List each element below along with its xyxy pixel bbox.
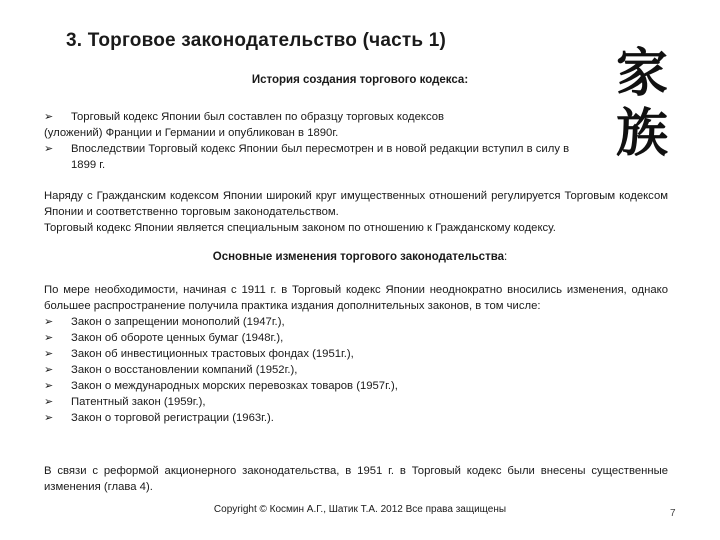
arrowhead-bullet-icon: ➢: [44, 110, 54, 123]
arrowhead-bullet-icon: ➢: [44, 347, 54, 360]
paragraph-reform: [44, 463, 668, 495]
list-item: [44, 346, 668, 362]
bullet-text: Впоследствии Торговый кодекс Японии был пересмотрен и в новой редакции вступил в силу в: [71, 143, 570, 155]
section-heading-changes: [0, 251, 720, 263]
list-item-continuation: [44, 157, 604, 173]
paragraph-text: Наряду с Гражданским кодексом Японии широкий круг имущественных отношений регулируется Торговым кодексом Японии и соответственно торговым законодательством.: [44, 190, 668, 218]
law-item: Закон об обороте ценных бумаг (1948г.),: [71, 332, 284, 344]
arrowhead-bullet-icon: ➢: [44, 315, 54, 328]
paragraph-civil-code: [44, 188, 668, 236]
list-item: [44, 141, 604, 157]
section-heading-history: История создания торгового кодекса:: [251, 74, 469, 86]
list-item: [44, 378, 668, 394]
kanji-char-2: 族: [615, 103, 668, 164]
slide-title: 3. Торговое законодательство (часть 1): [66, 30, 447, 51]
arrowhead-bullet-icon: ➢: [44, 331, 54, 344]
paragraph-text: Торговый кодекс Японии является специальным законом по отношению к Гражданскому кодексу.: [44, 222, 556, 234]
list-item-continuation: [44, 125, 604, 141]
list-item: [44, 330, 668, 346]
law-item: Закон о восстановлении компаний (1952г.),: [71, 364, 298, 376]
arrowhead-bullet-icon: ➢: [44, 363, 54, 376]
kanji-decoration: [600, 44, 684, 164]
kanji-char-1: 家: [615, 43, 668, 104]
law-item: Закон об инвестиционных трастовых фондах (1951г.),: [71, 348, 354, 360]
list-item: [44, 362, 668, 378]
paragraph-text: В связи с реформой акционерного законодательства, в 1951 г. в Торговый кодекс были внесены существенные изменения (глава 4).: [44, 465, 668, 493]
history-bullets: [44, 109, 604, 173]
arrowhead-bullet-icon: ➢: [44, 379, 54, 392]
changes-intro: По мере необходимости, начиная с 1911 г. в Торговый кодекс Японии неоднократно вносились изменения, однако большее распространение получила практика издания дополнительных законов, в том числе:: [44, 284, 668, 312]
bullet-text: 1899 г.: [71, 159, 106, 171]
law-item: Закон о международных морских перевозках товаров (1957г.),: [71, 380, 398, 392]
law-item: Патентный закон (1959г.),: [71, 396, 206, 408]
page-number: 7: [670, 508, 676, 519]
footer-copyright: Copyright © Космин А.Г., Шатик Т.А. 2012 Все права защищены: [213, 504, 507, 515]
list-item: [44, 394, 668, 410]
arrowhead-bullet-icon: ➢: [44, 411, 54, 424]
changes-block: [44, 282, 668, 426]
bullet-text: Торговый кодекс Японии был составлен по образцу торговых кодексов: [71, 111, 445, 123]
bullet-text: (уложений) Франции и Германии и опубликован в 1890г.: [44, 127, 339, 139]
section-heading-colon: :: [504, 251, 508, 263]
section-heading-text: Основные изменения торгового законодательства: [212, 251, 505, 263]
list-item: [44, 109, 604, 125]
list-item: [44, 410, 668, 426]
arrowhead-bullet-icon: ➢: [44, 395, 54, 408]
arrowhead-bullet-icon: ➢: [44, 142, 54, 155]
law-item: Закон о торговой регистрации (1963г.).: [71, 412, 274, 424]
list-item: [44, 314, 668, 330]
law-item: Закон о запрещении монополий (1947г.),: [71, 316, 285, 328]
